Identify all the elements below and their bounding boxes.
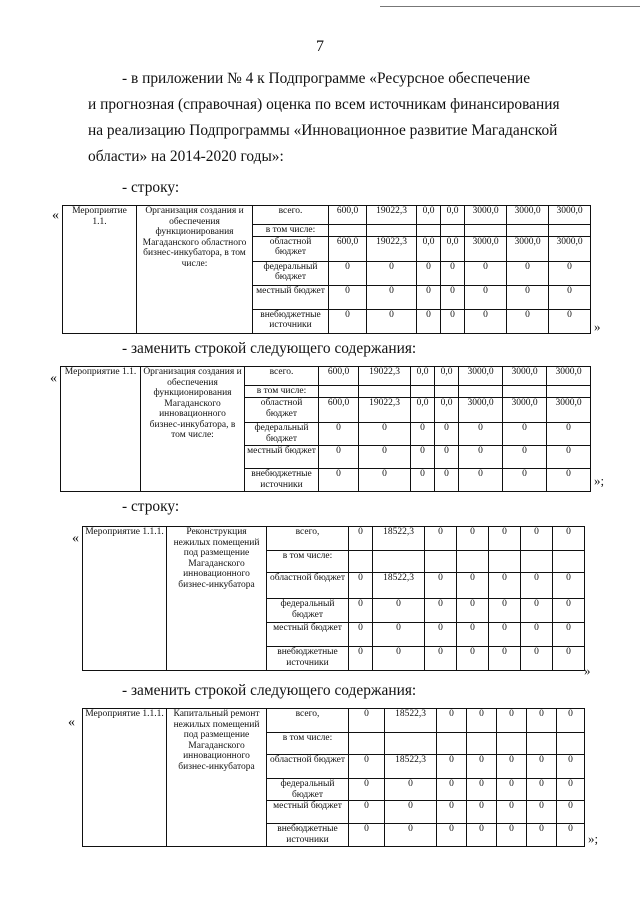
regional-value: 0,0 bbox=[417, 236, 441, 261]
local-value: 0 bbox=[349, 801, 385, 824]
federal-value: 0 bbox=[385, 779, 437, 801]
extrabudget-value: 0 bbox=[373, 647, 425, 671]
total-value: 0 bbox=[349, 527, 373, 551]
regional-value: 0 bbox=[349, 755, 385, 779]
extrabudget-value: 0 bbox=[417, 309, 441, 333]
regional-value: 0 bbox=[425, 573, 457, 599]
regional-value: 0 bbox=[553, 573, 585, 599]
row-label-including: в том числе: bbox=[267, 551, 349, 573]
federal-value: 0 bbox=[425, 599, 457, 623]
close-quote: »; bbox=[588, 831, 599, 846]
federal-value: 0 bbox=[437, 779, 467, 801]
total-value: 0 bbox=[527, 709, 557, 733]
event-cell: Мероприятие 1.1. bbox=[61, 367, 141, 492]
local-value: 0 bbox=[437, 801, 467, 824]
regional-value: 3000,0 bbox=[507, 236, 549, 261]
local-value: 0 bbox=[549, 285, 591, 309]
regional-value: 0,0 bbox=[411, 398, 435, 423]
local-value: 0 bbox=[417, 285, 441, 309]
extrabudget-value: 0 bbox=[547, 469, 591, 492]
regional-value: 3000,0 bbox=[459, 398, 503, 423]
total-value: 3000,0 bbox=[459, 367, 503, 386]
total-value: 0 bbox=[521, 527, 553, 551]
federal-value: 0 bbox=[557, 779, 585, 801]
open-quote: « bbox=[50, 371, 57, 386]
extrabudget-value: 0 bbox=[385, 824, 437, 847]
extrabudget-value: 0 bbox=[553, 647, 585, 671]
extrabudget-value: 0 bbox=[457, 647, 489, 671]
extrabudget-value: 0 bbox=[329, 309, 367, 333]
close-quote: » bbox=[584, 663, 591, 678]
federal-value: 0 bbox=[521, 599, 553, 623]
row-label-regional: областной бюджет bbox=[267, 573, 349, 599]
row-label-regional: областной бюджет bbox=[245, 398, 319, 423]
open-quote: « bbox=[68, 715, 75, 730]
total-value: 3000,0 bbox=[465, 206, 507, 225]
extrabudget-value: 0 bbox=[441, 309, 465, 333]
federal-value: 0 bbox=[503, 423, 547, 446]
heading-replace: - заменить строкой следующего содержания: bbox=[122, 340, 417, 357]
row-label-total: всего, bbox=[267, 527, 349, 551]
regional-value: 0 bbox=[521, 573, 553, 599]
total-value: 3000,0 bbox=[507, 206, 549, 225]
row-label-local: местный бюджет bbox=[253, 285, 329, 309]
intro-paragraph bbox=[88, 66, 574, 170]
total-value: 0 bbox=[467, 709, 497, 733]
row-label-extrabudget: внебюджетные источники bbox=[253, 309, 329, 333]
row-label-including: в том числе: bbox=[267, 733, 349, 755]
regional-value: 18522,3 bbox=[373, 573, 425, 599]
regional-value: 0 bbox=[467, 755, 497, 779]
regional-value: 0 bbox=[489, 573, 521, 599]
local-value: 0 bbox=[489, 623, 521, 647]
heading-row: - строку: bbox=[122, 498, 180, 515]
extrabudget-value: 0 bbox=[489, 647, 521, 671]
extrabudget-value: 0 bbox=[319, 469, 359, 492]
row-label-including: в том числе: bbox=[253, 225, 329, 237]
extrabudget-value: 0 bbox=[411, 469, 435, 492]
local-value: 0 bbox=[507, 285, 549, 309]
local-value: 0 bbox=[503, 446, 547, 469]
regional-value: 3000,0 bbox=[547, 398, 591, 423]
local-value: 0 bbox=[547, 446, 591, 469]
local-value: 0 bbox=[465, 285, 507, 309]
total-value: 0,0 bbox=[441, 206, 465, 225]
regional-value: 3000,0 bbox=[549, 236, 591, 261]
local-value: 0 bbox=[425, 623, 457, 647]
extrabudget-value: 0 bbox=[349, 824, 385, 847]
local-value: 0 bbox=[385, 801, 437, 824]
regional-value: 600,0 bbox=[319, 398, 359, 423]
federal-value: 0 bbox=[489, 599, 521, 623]
total-value: 0 bbox=[437, 709, 467, 733]
local-value: 0 bbox=[367, 285, 417, 309]
intro-line-4: области» на 2014-2020 годы»: bbox=[88, 148, 284, 165]
local-value: 0 bbox=[527, 801, 557, 824]
federal-value: 0 bbox=[319, 423, 359, 446]
federal-value: 0 bbox=[417, 261, 441, 285]
federal-value: 0 bbox=[349, 599, 373, 623]
total-value: 0 bbox=[349, 709, 385, 733]
extrabudget-value: 0 bbox=[557, 824, 585, 847]
federal-value: 0 bbox=[349, 779, 385, 801]
row-label-regional: областной бюджет bbox=[267, 755, 349, 779]
federal-value: 0 bbox=[507, 261, 549, 285]
heading-row: - строку: bbox=[122, 179, 180, 196]
total-value: 3000,0 bbox=[549, 206, 591, 225]
event-name-cell: Организация создания и обеспечения функционирования Магаданского областного бизнес-инкубатора, в том числе: bbox=[137, 206, 253, 334]
close-quote: »; bbox=[594, 473, 605, 488]
intro-line-2: и прогнозная (справочная) оценка по всем источникам финансирования bbox=[88, 96, 560, 113]
extrabudget-value: 0 bbox=[349, 647, 373, 671]
local-value: 0 bbox=[411, 446, 435, 469]
row-label-including: в том числе: bbox=[245, 386, 319, 398]
row-label-regional: областной бюджет bbox=[253, 236, 329, 261]
federal-value: 0 bbox=[527, 779, 557, 801]
extrabudget-value: 0 bbox=[527, 824, 557, 847]
federal-value: 0 bbox=[465, 261, 507, 285]
federal-value: 0 bbox=[467, 779, 497, 801]
row-label-total: всего, bbox=[267, 709, 349, 733]
federal-value: 0 bbox=[411, 423, 435, 446]
regional-value: 18522,3 bbox=[385, 755, 437, 779]
extrabudget-value: 0 bbox=[521, 647, 553, 671]
close-quote: » bbox=[594, 319, 601, 334]
regional-value: 19022,3 bbox=[359, 398, 411, 423]
regional-value: 600,0 bbox=[329, 236, 367, 261]
federal-value: 0 bbox=[329, 261, 367, 285]
row-label-federal: федеральный бюджет bbox=[245, 423, 319, 446]
row-label-local: местный бюджет bbox=[267, 801, 349, 824]
regional-value: 0 bbox=[557, 755, 585, 779]
regional-value: 0 bbox=[457, 573, 489, 599]
federal-value: 0 bbox=[373, 599, 425, 623]
federal-value: 0 bbox=[459, 423, 503, 446]
row-label-extrabudget: внебюджетные источники bbox=[267, 647, 349, 671]
total-value: 18522,3 bbox=[373, 527, 425, 551]
total-value: 0 bbox=[457, 527, 489, 551]
row-label-total: всего. bbox=[245, 367, 319, 386]
local-value: 0 bbox=[557, 801, 585, 824]
extrabudget-value: 0 bbox=[507, 309, 549, 333]
local-value: 0 bbox=[521, 623, 553, 647]
total-value: 600,0 bbox=[329, 206, 367, 225]
local-value: 0 bbox=[459, 446, 503, 469]
federal-value: 0 bbox=[441, 261, 465, 285]
extrabudget-value: 0 bbox=[437, 824, 467, 847]
regional-value: 3000,0 bbox=[503, 398, 547, 423]
event-cell: Мероприятие 1.1.1. bbox=[83, 527, 167, 671]
local-value: 0 bbox=[467, 801, 497, 824]
event-cell: Мероприятие 1.1.1. bbox=[83, 709, 167, 847]
row-label-federal: федеральный бюджет bbox=[267, 599, 349, 623]
local-value: 0 bbox=[497, 801, 527, 824]
total-value: 0 bbox=[425, 527, 457, 551]
heading-replace: - заменить строкой следующего содержания: bbox=[122, 682, 417, 699]
extrabudget-value: 0 bbox=[435, 469, 459, 492]
federal-value: 0 bbox=[497, 779, 527, 801]
total-value: 600,0 bbox=[319, 367, 359, 386]
open-quote: « bbox=[72, 531, 79, 546]
regional-value: 0,0 bbox=[435, 398, 459, 423]
local-value: 0 bbox=[349, 623, 373, 647]
total-value: 19022,3 bbox=[367, 206, 417, 225]
total-value: 0,0 bbox=[417, 206, 441, 225]
federal-value: 0 bbox=[549, 261, 591, 285]
extrabudget-value: 0 bbox=[367, 309, 417, 333]
total-value: 3000,0 bbox=[503, 367, 547, 386]
row-label-federal: федеральный бюджет bbox=[253, 261, 329, 285]
row-label-local: местный бюджет bbox=[267, 623, 349, 647]
total-value: 0 bbox=[553, 527, 585, 551]
regional-value: 0 bbox=[349, 573, 373, 599]
local-value: 0 bbox=[319, 446, 359, 469]
extrabudget-value: 0 bbox=[467, 824, 497, 847]
regional-value: 3000,0 bbox=[465, 236, 507, 261]
total-value: 0,0 bbox=[435, 367, 459, 386]
federal-value: 0 bbox=[367, 261, 417, 285]
local-value: 0 bbox=[441, 285, 465, 309]
regional-value: 0 bbox=[497, 755, 527, 779]
open-quote: « bbox=[52, 208, 59, 223]
page-number: 7 bbox=[316, 38, 324, 55]
event-cell: Мероприятие 1.1. bbox=[63, 206, 137, 334]
total-value: 0,0 bbox=[411, 367, 435, 386]
local-value: 0 bbox=[457, 623, 489, 647]
extrabudget-value: 0 bbox=[459, 469, 503, 492]
row-label-local: местный бюджет bbox=[245, 446, 319, 469]
regional-value: 19022,3 bbox=[367, 236, 417, 261]
federal-value: 0 bbox=[553, 599, 585, 623]
local-value: 0 bbox=[435, 446, 459, 469]
federal-value: 0 bbox=[457, 599, 489, 623]
intro-line-3: на реализацию Подпрограммы «Инновационное развитие Магаданской bbox=[88, 122, 558, 139]
federal-value: 0 bbox=[359, 423, 411, 446]
row-label-total: всего. bbox=[253, 206, 329, 225]
local-value: 0 bbox=[553, 623, 585, 647]
intro-line-1: - в приложении № 4 к Подпрограмме «Ресурсное обеспечение bbox=[122, 70, 531, 87]
total-value: 0 bbox=[557, 709, 585, 733]
federal-value: 0 bbox=[435, 423, 459, 446]
local-value: 0 bbox=[373, 623, 425, 647]
extrabudget-value: 0 bbox=[497, 824, 527, 847]
event-name-cell: Организация создания и обеспечения функционирования Магаданского инновационного бизнес-инкубатора, в том числе: bbox=[141, 367, 245, 492]
table-replacement-1 bbox=[60, 366, 591, 492]
extrabudget-value: 0 bbox=[503, 469, 547, 492]
federal-value: 0 bbox=[547, 423, 591, 446]
table-original-1 bbox=[62, 205, 591, 334]
local-value: 0 bbox=[329, 285, 367, 309]
top-rule bbox=[380, 6, 640, 7]
total-value: 0 bbox=[489, 527, 521, 551]
table-replacement-2 bbox=[82, 708, 585, 847]
event-name-cell: Реконструкция нежилых помещений под размещение Магаданского инновационного бизнес-инкубатора bbox=[167, 527, 267, 671]
regional-value: 0 bbox=[527, 755, 557, 779]
extrabudget-value: 0 bbox=[359, 469, 411, 492]
row-label-extrabudget: внебюджетные источники bbox=[245, 469, 319, 492]
event-name-cell: Капитальный ремонт нежилых помещений под размещение Магаданского инновационного бизнес-инкубатора bbox=[167, 709, 267, 847]
table-original-2 bbox=[82, 526, 585, 671]
total-value: 18522,3 bbox=[385, 709, 437, 733]
regional-value: 0 bbox=[437, 755, 467, 779]
total-value: 19022,3 bbox=[359, 367, 411, 386]
extrabudget-value: 0 bbox=[465, 309, 507, 333]
total-value: 3000,0 bbox=[547, 367, 591, 386]
row-label-extrabudget: внебюджетные источники bbox=[267, 824, 349, 847]
total-value: 0 bbox=[497, 709, 527, 733]
extrabudget-value: 0 bbox=[425, 647, 457, 671]
row-label-federal: федеральный бюджет bbox=[267, 779, 349, 801]
regional-value: 0,0 bbox=[441, 236, 465, 261]
extrabudget-value: 0 bbox=[549, 309, 591, 333]
local-value: 0 bbox=[359, 446, 411, 469]
